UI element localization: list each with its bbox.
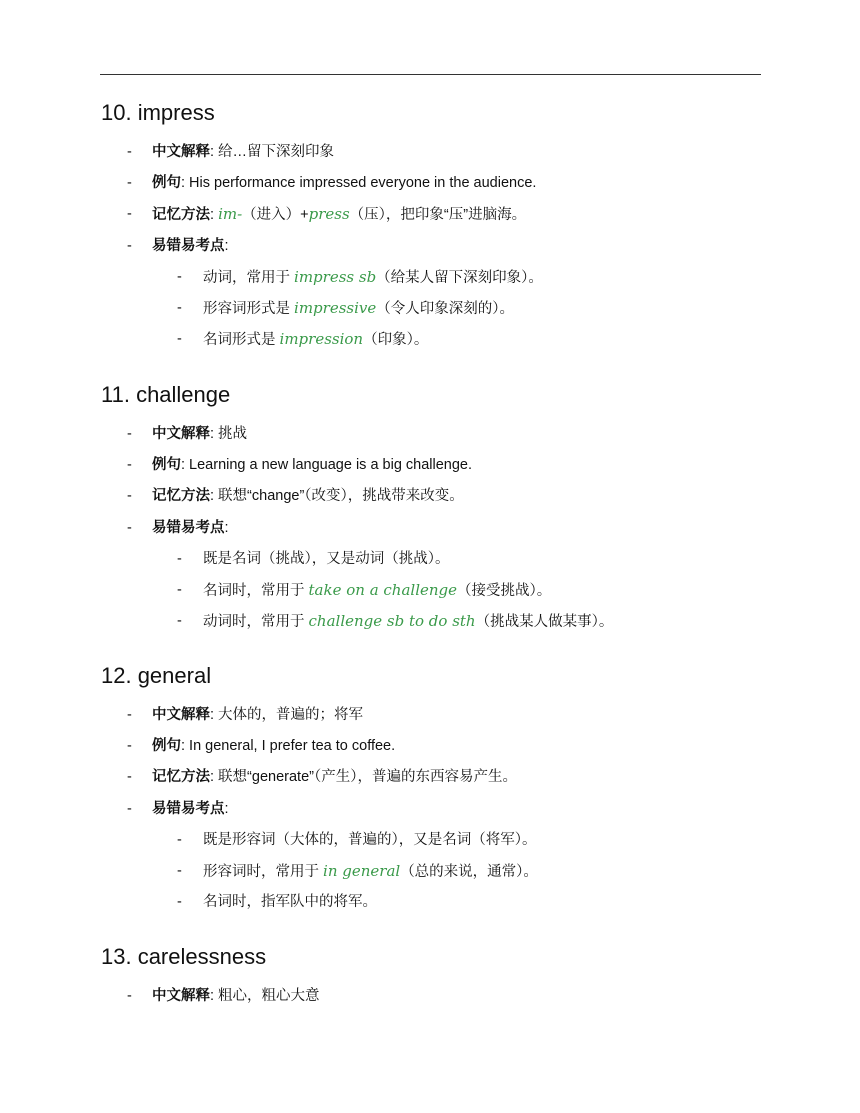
- item-text: 既是形容词（大体的，普遍的），又是名词（将军）。: [203, 831, 537, 848]
- item-text: 名词时，常用于: [203, 583, 309, 599]
- bullet-dash: -: [177, 300, 182, 316]
- highlight-phrase: im-: [218, 205, 243, 224]
- highlight-phrase: impression: [279, 330, 364, 349]
- item-content: [203, 549, 450, 569]
- item-content: [152, 986, 320, 1006]
- bullet-dash: -: [127, 457, 132, 474]
- bullet-dash: -: [127, 738, 132, 755]
- highlight-phrase: in general: [323, 862, 401, 880]
- item-content: [152, 236, 229, 256]
- bullet-dash: -: [127, 206, 132, 223]
- section-heading: 10. impress: [101, 100, 215, 125]
- field-label: 例句: [152, 738, 181, 755]
- item-content: [203, 580, 551, 601]
- field-label: 记忆方法: [152, 207, 210, 224]
- section-heading: 12. general: [101, 663, 212, 688]
- item-text: （令人印象深刻的）。: [376, 301, 514, 317]
- item-text: 形容词时，常用于: [203, 864, 324, 880]
- item-text: :: [224, 800, 229, 817]
- item-text: 动词，常用于: [203, 269, 295, 286]
- item-text: 名词形式是: [203, 332, 280, 349]
- bullet-dash: -: [177, 550, 182, 567]
- item-text: :: [210, 207, 219, 224]
- item-content: [203, 830, 537, 850]
- item-content: [152, 518, 229, 538]
- item-text: （总的来说，通常）。: [400, 864, 538, 880]
- field-label: 易错易考点: [152, 519, 225, 536]
- field-label: 中文解释: [152, 144, 210, 160]
- field-label: 易错易考点: [152, 800, 225, 817]
- bullet-dash: -: [127, 144, 132, 160]
- item-text: 既是名词（挑战），又是动词（挑战）。: [203, 550, 450, 567]
- bullet-dash: -: [127, 800, 132, 817]
- bullet-dash: -: [127, 426, 132, 442]
- bullet-dash: -: [177, 331, 182, 348]
- bullet-dash: -: [177, 863, 182, 879]
- highlight-phrase: take on a challenge: [308, 581, 458, 599]
- item-content: [152, 799, 229, 819]
- item-content: [152, 204, 526, 225]
- item-text: : 挑战: [210, 426, 248, 442]
- highlight-phrase: impress sb: [294, 267, 377, 286]
- item-text: 动词时，常用于: [203, 614, 309, 631]
- item-text: : Learning a new language is a big challenge.: [181, 457, 473, 474]
- bullet-dash: -: [127, 488, 132, 505]
- item-content: [152, 767, 517, 787]
- bullet-dash: -: [177, 582, 182, 598]
- field-label: 例句: [152, 457, 181, 474]
- item-content: [203, 298, 514, 319]
- item-text: 形容词形式是: [203, 301, 295, 317]
- field-label: 中文解释: [152, 988, 210, 1004]
- field-label: 记忆方法: [152, 488, 210, 505]
- highlight-phrase: press: [308, 205, 350, 224]
- bullet-dash: -: [127, 988, 132, 1004]
- item-text: : 联想“generate”（产生），普遍的东西容易产生。: [210, 769, 517, 786]
- field-label: 记忆方法: [152, 769, 210, 786]
- item-text: : 粗心，粗心大意: [210, 988, 320, 1004]
- item-content: [203, 329, 428, 350]
- item-text: （印象）。: [363, 332, 429, 349]
- item-text: 名词时，指军队中的将军。: [203, 894, 377, 911]
- item-text: （挑战某人做某事）。: [475, 614, 614, 631]
- field-label: 易错易考点: [152, 237, 225, 254]
- item-text: （接受挑战）。: [457, 583, 552, 599]
- item-content: [152, 173, 536, 193]
- item-content: [203, 611, 613, 632]
- item-text: :: [224, 237, 229, 254]
- bullet-dash: -: [177, 894, 182, 911]
- item-text: :: [224, 519, 229, 536]
- bullet-dash: -: [177, 268, 182, 285]
- item-text: : 联想“change”（改变），挑战带来改变。: [210, 488, 464, 505]
- top-divider: [100, 74, 761, 75]
- item-text: （压），把印象“压”进脑海。: [349, 207, 527, 224]
- section-heading: 11. challenge: [101, 382, 231, 407]
- item-content: [152, 486, 464, 506]
- field-label: 中文解释: [152, 426, 210, 442]
- item-content: [152, 705, 363, 725]
- bullet-dash: -: [127, 175, 132, 192]
- field-label: 中文解释: [152, 707, 210, 723]
- item-content: [152, 142, 334, 162]
- bullet-dash: -: [177, 831, 182, 848]
- item-content: [203, 861, 538, 882]
- item-text: : 大体的，普遍的；将军: [210, 707, 364, 723]
- section-heading: 13. carelessness: [101, 944, 267, 969]
- bullet-dash: -: [127, 237, 132, 254]
- item-text: （进入）+: [242, 207, 309, 224]
- item-text: （给某人留下深刻印象）。: [376, 269, 543, 286]
- bullet-dash: -: [177, 613, 182, 630]
- item-content: [203, 892, 377, 912]
- bullet-dash: -: [127, 707, 132, 723]
- item-content: [203, 267, 543, 288]
- item-content: [152, 736, 395, 756]
- field-label: 例句: [152, 175, 181, 192]
- bullet-dash: -: [127, 519, 132, 536]
- item-text: : In general, I prefer tea to coffee.: [181, 738, 396, 755]
- highlight-phrase: challenge sb to do sth: [308, 612, 476, 631]
- highlight-phrase: impressive: [294, 299, 377, 317]
- item-text: : His performance impressed everyone in the audience.: [181, 175, 537, 192]
- item-text: : 给…留下深刻印象: [210, 144, 335, 160]
- item-content: [152, 424, 247, 444]
- item-content: [152, 455, 472, 475]
- bullet-dash: -: [127, 769, 132, 786]
